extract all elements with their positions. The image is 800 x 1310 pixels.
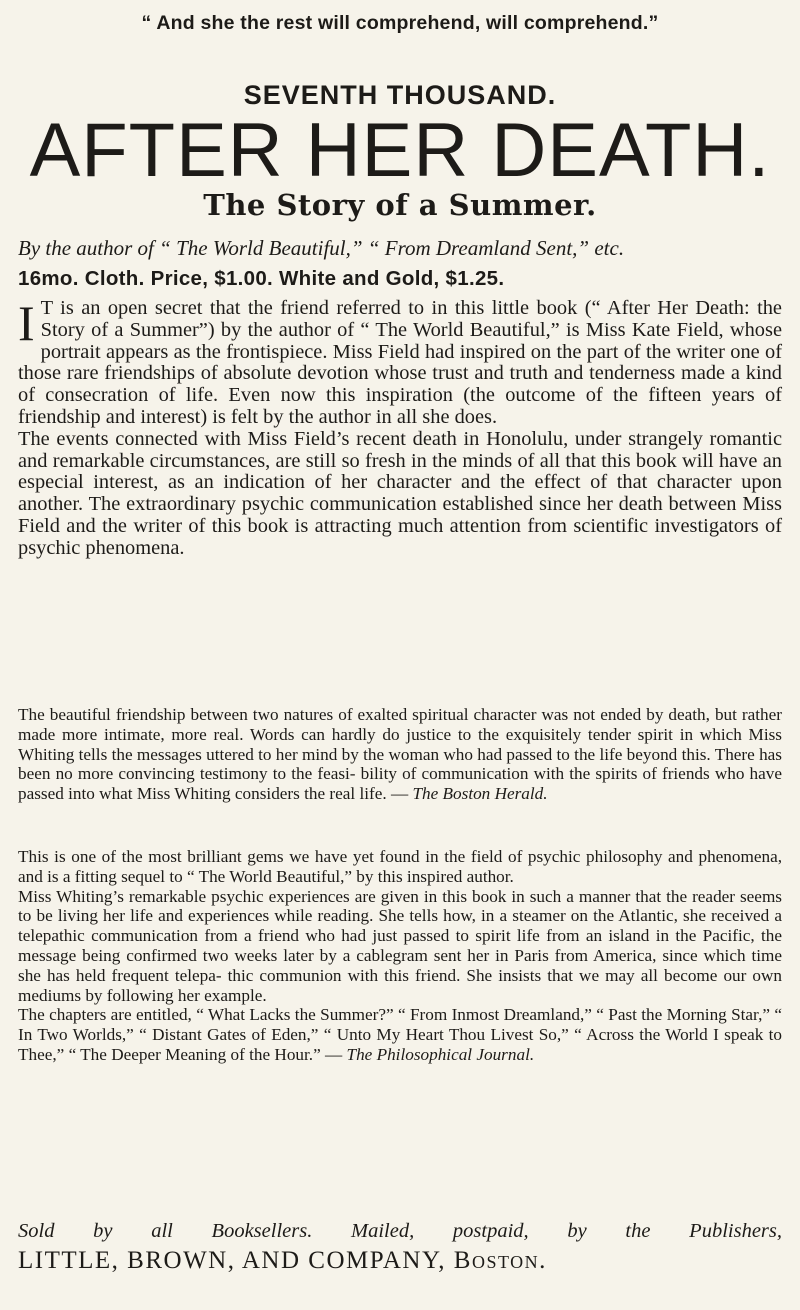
intro-paragraph xyxy=(18,295,782,429)
epigraph: “ And she the rest will comprehend, will comprehend.” xyxy=(141,12,659,34)
edition-line: SEVENTH THOUSAND. xyxy=(243,80,557,110)
review-philosophical-journal xyxy=(18,847,782,1065)
publisher-name: LITTLE, BROWN, AND COMPANY, xyxy=(18,1247,447,1274)
review-source: The Philosophical Journal. xyxy=(346,1044,535,1064)
intro-paragraph: The events connected with Miss Field’s recent death in Honolulu, under strangely romantic and remarkable circumstances, are still so fresh in the minds of all that this book will have an especial interest, as an indication of her character and the effect of that character upon another. The extraordinary psychic communication established since her death between Miss Field and the writer of this book is attracting much attention from scientific investigators of psychic phenomena. xyxy=(18,427,782,559)
author-byline: By the author of “ The World Beautiful,” “ From Dreamland Sent,” etc. xyxy=(18,236,625,260)
review-text xyxy=(18,705,782,804)
sold-by-line: Sold by all Booksellers. Mailed, postpaid, by the Publishers, xyxy=(18,1220,782,1242)
review-boston-herald xyxy=(18,705,782,804)
publisher-line xyxy=(18,1247,782,1275)
drop-cap: I xyxy=(18,295,35,351)
book-subtitle: The Story of a Summer. xyxy=(203,188,597,222)
intro-paragraph-text: T is an open secret that the friend referred to in this little book (“ After Her Death: the Story of a Summer”) by the author of “ The World Beautiful,” is Miss Kate Field, whose portrait appears as the frontispiece. Miss Field had inspired on the part of the writer one of those rare friendships of absolute devotion whose trust and truth and tenderness made a kind of consecration of life. Even now this inspiration (the outcome of the fifteen years of friendship and interest) is felt by the author in all she does. xyxy=(18,297,782,428)
book-title: AFTER HER DEATH. xyxy=(29,108,771,193)
review-paragraph: This is one of the most brilliant gems we have yet found in the field of psychic philosophy and phenomena, and is a fitting sequel to “ The World Beautiful,” by this inspired author. xyxy=(18,847,782,886)
intro-section xyxy=(18,295,782,560)
price-line: 16mo. Cloth. Price, $1.00. White and Gold, $1.25. xyxy=(18,267,505,290)
review-paragraph xyxy=(18,1005,782,1064)
review-source: The Boston Herald. xyxy=(412,784,548,804)
review-body: The chapters are entitled, “ What Lacks the Summer?” “ From Inmost Dreamland,” “ Past the Morning Star,” “ In Two Worlds,” “ Distant Gates of Eden,” “ Unto My Heart Thou Livest So,” “ Across the World I speak to Thee,” “ The Deeper Meaning of the Hour.” — xyxy=(18,1005,782,1064)
review-paragraph: Miss Whiting’s remarkable psychic experiences are given in this book in such a manner that the reader seems to be living her life and experiences while reading. She tells how, in a steamer on the Atlantic, she received a telepathic communication from a friend who had just passed to spirit life from an island in the Pacific, the message being confirmed two weeks later by a cablegram sent her in Paris from America, since which time she has held frequent telepa- thic communion with this friend. She insists that we may all become our own mediums by following her example. xyxy=(18,886,782,1005)
review-body: The beautiful friendship between two natures of exalted spiritual character was not ended by death, but rather made more intimate, more real. Words can hardly do justice to the exquisitely tender spirit in which Miss Whiting tells the messages uttered to her mind by the woman who had passed to the life beyond this. There has been no more convincing testimony to the feasi- bility of communication with the spirits of friends who have passed into what Miss Whiting considers the real life. — xyxy=(18,705,782,804)
publisher-city: Boston. xyxy=(453,1247,547,1274)
